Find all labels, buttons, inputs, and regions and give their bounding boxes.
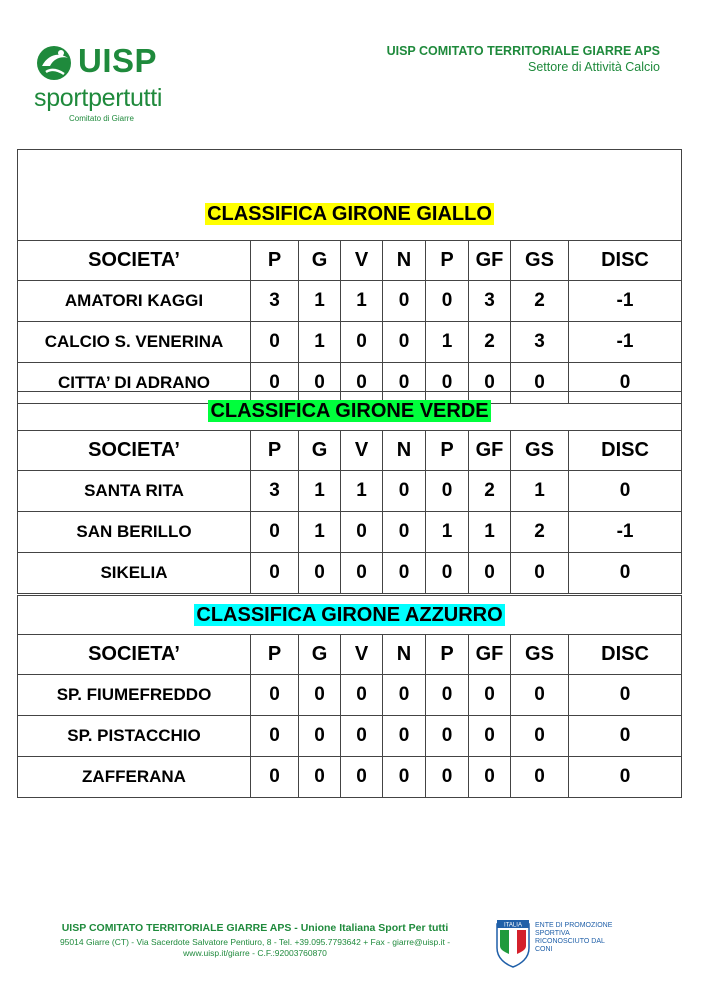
table-row	[18, 322, 682, 363]
col-gf: GF	[469, 431, 511, 471]
cell: 3	[251, 281, 299, 322]
col-v: V	[341, 241, 383, 281]
cell: 0	[251, 757, 299, 798]
col-g: G	[299, 241, 341, 281]
col-p: P	[251, 635, 299, 675]
cell: 0	[299, 363, 341, 404]
cell: 1	[469, 512, 511, 553]
team-name: SANTA RITA	[18, 471, 251, 512]
col-p: P	[251, 241, 299, 281]
col-disc: DISC	[569, 431, 682, 471]
table-row	[18, 553, 682, 594]
cell: 3	[511, 322, 569, 363]
cell: 0	[251, 716, 299, 757]
cell: -1	[569, 512, 682, 553]
cell: 0	[426, 716, 469, 757]
coni-badge	[495, 918, 615, 968]
cell: 0	[511, 757, 569, 798]
col-n: N	[383, 431, 426, 471]
cell: 0	[341, 512, 383, 553]
col-g: G	[299, 635, 341, 675]
cell: 1	[426, 322, 469, 363]
cell: 0	[511, 553, 569, 594]
table-header-row	[18, 241, 682, 281]
cell: 0	[569, 757, 682, 798]
standings-table-verde	[17, 391, 682, 594]
cell: 1	[299, 512, 341, 553]
sector-name: Settore di Attività Calcio	[527, 60, 660, 74]
cell: 2	[511, 281, 569, 322]
col-disc: DISC	[569, 241, 682, 281]
cell: 0	[511, 363, 569, 404]
badge-text: ENTE DI PROMOZIONE SPORTIVA RICONOSCIUTO DAL CONI	[535, 922, 613, 953]
cell: 0	[383, 757, 426, 798]
cell: 0	[341, 675, 383, 716]
team-name: SP. PISTACCHIO	[18, 716, 251, 757]
col-gs: GS	[511, 431, 569, 471]
cell: 0	[251, 363, 299, 404]
cell: 2	[469, 322, 511, 363]
uisp-logo	[34, 40, 184, 126]
cell: 0	[469, 363, 511, 404]
cell: 0	[569, 675, 682, 716]
cell: 0	[251, 553, 299, 594]
cell: 0	[426, 363, 469, 404]
team-name: SP. FIUMEFREDDO	[18, 675, 251, 716]
col-gf: GF	[469, 241, 511, 281]
team-name: ZAFFERANA	[18, 757, 251, 798]
col-v: V	[341, 635, 383, 675]
cell: 0	[383, 281, 426, 322]
cell: 0	[383, 512, 426, 553]
cell: 0	[341, 363, 383, 404]
col-p: P	[251, 431, 299, 471]
table-header-row	[18, 635, 682, 675]
col-n: N	[383, 635, 426, 675]
cell: 0	[383, 675, 426, 716]
cell: 0	[251, 322, 299, 363]
cell: 1	[426, 512, 469, 553]
cell: 0	[383, 322, 426, 363]
team-name: SAN BERILLO	[18, 512, 251, 553]
cell: 1	[341, 471, 383, 512]
cell: 0	[511, 716, 569, 757]
italy-shield-icon	[495, 918, 531, 968]
team-name: CALCIO S. VENERINA	[18, 322, 251, 363]
cell: 0	[383, 363, 426, 404]
cell: 0	[426, 757, 469, 798]
cell: 0	[299, 757, 341, 798]
table-title: CLASSIFICA GIRONE GIALLO	[18, 150, 682, 241]
cell: 0	[251, 675, 299, 716]
team-name: SIKELIA	[18, 553, 251, 594]
table-row	[18, 757, 682, 798]
cell: 0	[383, 553, 426, 594]
col-v: V	[341, 431, 383, 471]
cell: 0	[341, 322, 383, 363]
table-header-row	[18, 431, 682, 471]
cell: 0	[383, 471, 426, 512]
cell: 1	[511, 471, 569, 512]
table-row	[18, 281, 682, 322]
cell: 0	[251, 512, 299, 553]
cell: 0	[299, 553, 341, 594]
team-name: CITTA’ DI ADRANO	[18, 363, 251, 404]
col-g: G	[299, 431, 341, 471]
runner-icon	[34, 44, 74, 82]
cell: 0	[569, 716, 682, 757]
footer	[30, 922, 480, 959]
footer-contacts: 95014 Giarre (CT) - Via Sacerdote Salvatore Pentiuro, 8 - Tel. +39.095.7793642 + Fax - giarre@uisp.it - www.uisp.it/giarre - C.F.:92003760870	[59, 937, 451, 958]
cell: 3	[251, 471, 299, 512]
cell: 2	[469, 471, 511, 512]
logo-comitato: Comitato di Giarre	[69, 114, 134, 123]
col-gs: GS	[511, 241, 569, 281]
cell: 3	[469, 281, 511, 322]
logo-tagline: sportpertutti	[34, 84, 163, 112]
cell: 0	[469, 675, 511, 716]
cell: 0	[341, 757, 383, 798]
cell: 0	[341, 716, 383, 757]
logo-wordmark: UISP	[78, 42, 158, 79]
cell: 1	[299, 322, 341, 363]
col-societa: SOCIETA’	[18, 635, 251, 675]
cell: 0	[383, 716, 426, 757]
table-title: CLASSIFICA GIRONE AZZURRO	[18, 596, 682, 635]
table-row	[18, 716, 682, 757]
table-title: CLASSIFICA GIRONE VERDE	[18, 392, 682, 431]
org-name: UISP COMITATO TERRITORIALE GIARRE APS	[386, 44, 660, 58]
col-p2: P	[426, 431, 469, 471]
cell: 1	[341, 281, 383, 322]
cell: 0	[426, 675, 469, 716]
cell: 0	[299, 675, 341, 716]
table-row	[18, 512, 682, 553]
cell: 0	[469, 553, 511, 594]
col-gs: GS	[511, 635, 569, 675]
col-disc: DISC	[569, 635, 682, 675]
footer-org: UISP COMITATO TERRITORIALE GIARRE APS - Unione Italiana Sport Per tutti	[61, 922, 449, 934]
standings-table-giallo	[17, 149, 682, 404]
col-n: N	[383, 241, 426, 281]
cell: 0	[569, 471, 682, 512]
cell: 0	[426, 281, 469, 322]
col-gf: GF	[469, 635, 511, 675]
cell: 1	[299, 281, 341, 322]
cell: -1	[569, 322, 682, 363]
table-row	[18, 675, 682, 716]
cell: 0	[469, 716, 511, 757]
table-row	[18, 471, 682, 512]
cell: 2	[511, 512, 569, 553]
cell: 1	[299, 471, 341, 512]
team-name: AMATORI KAGGI	[18, 281, 251, 322]
header-org-block	[387, 44, 660, 74]
col-societa: SOCIETA’	[18, 431, 251, 471]
cell: 0	[511, 675, 569, 716]
col-societa: SOCIETA’	[18, 241, 251, 281]
cell: 0	[341, 553, 383, 594]
cell: 0	[426, 471, 469, 512]
cell: 0	[426, 553, 469, 594]
cell: -1	[569, 281, 682, 322]
cell: 0	[299, 716, 341, 757]
standings-table-azzurro	[17, 595, 682, 798]
cell: 0	[469, 757, 511, 798]
cell: 0	[569, 553, 682, 594]
col-p2: P	[426, 635, 469, 675]
badge-country: ITALIA	[504, 922, 522, 929]
col-p2: P	[426, 241, 469, 281]
cell: 0	[569, 363, 682, 404]
